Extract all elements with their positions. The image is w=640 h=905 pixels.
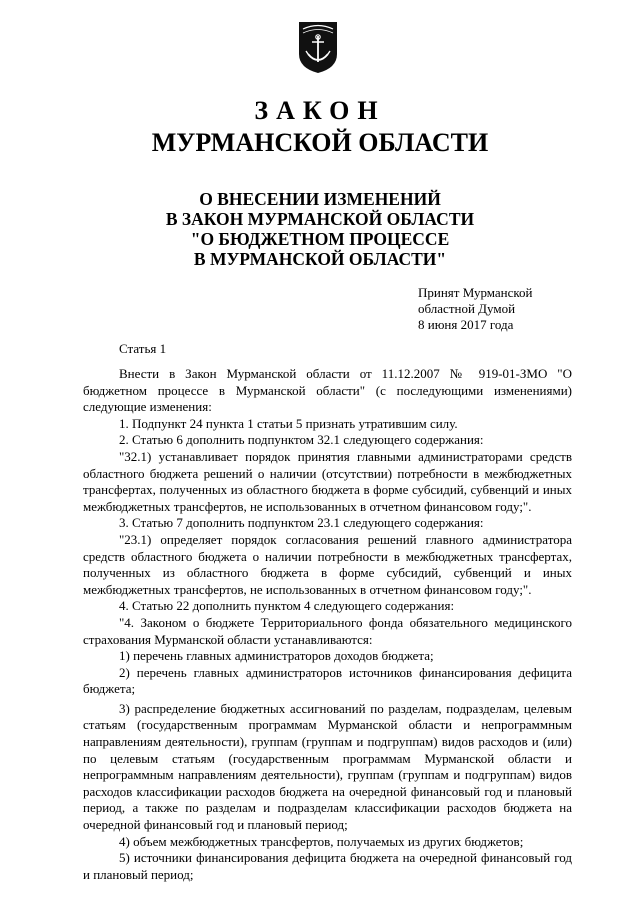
list-item: 1) перечень главных администраторов доходов бюджета; <box>119 648 434 664</box>
list-item: 4) объем межбюджетных трансфертов, получаемых из других бюджетов; <box>119 833 524 849</box>
subtitle-line: О ВНЕСЕНИИ ИЗМЕНЕНИЙ <box>199 189 441 209</box>
paragraph: 1. Подпункт 24 пункта 1 статьи 5 признать утратившим силу. <box>119 415 458 431</box>
paragraph: "32.1) устанавливает порядок принятия главными администраторами средств областного бюджета решений о наличии (отсутствии) потребности в межбюджетных трансфертах, полученных из областного бюджета в форме субсидий, субвенций и иных межбюджетных трансфертов, не использованных в отчетном финансовом году;". <box>83 448 572 514</box>
paragraph: "23.1) определяет порядок согласования решений главного администратора средств областного бюджета о наличии потребности в межбюджетных трансфертах, полученных из областного бюджета в форме субсидий, субвенций и иных межбюджетных трансфертов, не использованных в отчетном финансовом году;". <box>83 531 572 597</box>
law-title: ЗАКОН <box>254 96 386 125</box>
adoption-line: Принят Мурманской <box>418 285 533 300</box>
list-item: 2) перечень главных администраторов источников финансирования дефицита бюджета; <box>83 664 572 697</box>
subtitle-line: В МУРМАНСКОЙ ОБЛАСТИ" <box>193 249 447 269</box>
paragraph: 4. Статью 22 дополнить пунктом 4 следующего содержания: <box>119 598 455 614</box>
adoption-line: областной Думой <box>418 301 516 316</box>
subtitle-line: "О БЮДЖЕТНОМ ПРОЦЕССЕ <box>190 229 450 249</box>
document-body <box>83 366 572 883</box>
paragraph: 3. Статью 7 дополнить подпунктом 23.1 следующего содержания: <box>119 515 484 531</box>
article-heading: Статья 1 <box>119 341 167 356</box>
region-title: МУРМАНСКОЙ ОБЛАСТИ <box>151 128 489 157</box>
paragraph: 2. Статью 6 дополнить подпунктом 32.1 следующего содержания: <box>119 432 484 448</box>
adoption-note <box>418 285 533 333</box>
murmansk-coat-of-arms-icon <box>297 20 339 74</box>
list-item: 5) источники финансирования дефицита бюджета на очередной финансовый год и плановый период; <box>83 850 572 882</box>
law-subtitle <box>0 189 640 269</box>
adoption-date: 8 июня 2017 года <box>418 317 514 332</box>
subtitle-line: В ЗАКОН МУРМАНСКОЙ ОБЛАСТИ <box>165 209 475 229</box>
paragraph: Внести в Закон Мурманской области от 11.12.2007 № 919-01-ЗМО "О бюджетном процессе в Мурманской области" (с последующими изменениями) следующие изменения: <box>83 366 572 415</box>
list-item: 3) распределение бюджетных ассигнований по разделам, подразделам, целевым статьям (государственным программам Мурманской области и непрограммным направлениям деятельности), группам (группам и подгруппам) видов расходов и (или) по целевым статьям (государственным программам Мурманской области и непрограммным направлениям деятельности), группам (группам и подгруппам) видов расходов классификации расходов бюджета на очередной финансовый год и плановый период, а также по разделам и подразделам классификации расходов бюджета на очередной финансовый год и плановый период; <box>83 700 572 833</box>
paragraph: "4. Законом о бюджете Территориального фонда обязательного медицинского страхования Мурманской области устанавливаются: <box>83 614 572 647</box>
